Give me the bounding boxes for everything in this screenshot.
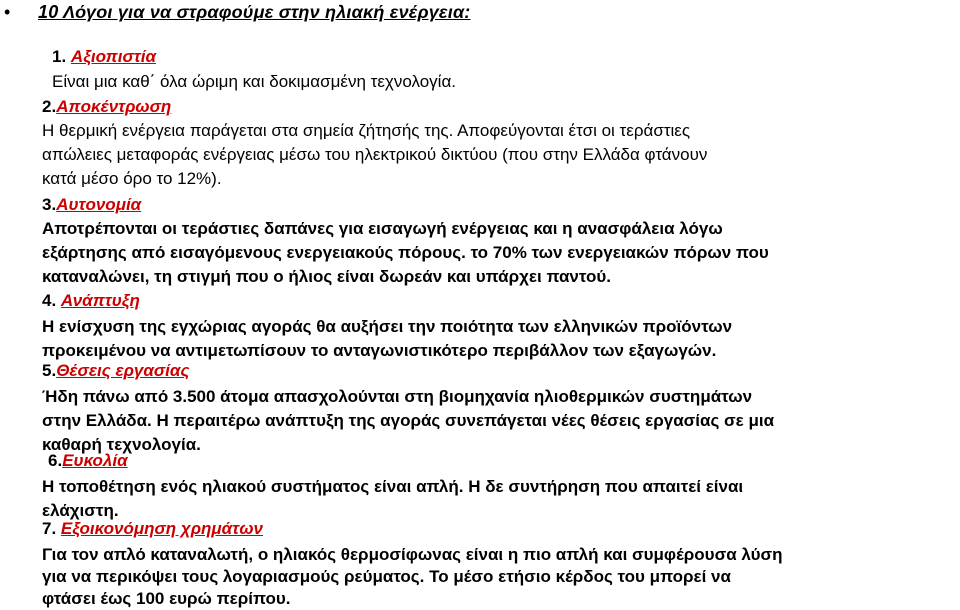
section-1-heading	[52, 46, 156, 68]
section-2-line-2: απώλειες μεταφοράς ενέργειας μέσω του ηλεκτρικού δικτύου (που στην Ελλάδα φτάνουν	[42, 145, 708, 164]
section-5-line-1: Ήδη πάνω από 3.500 άτομα απασχολούνται στη βιομηχανία ηλιοθερμικών συστημάτων	[42, 387, 753, 406]
section-2-line-1: Η θερμική ενέργεια παράγεται στα σημεία ζήτησής της. Αποφεύγονται έτσι οι τεράστιες	[42, 121, 691, 140]
section-7-line-1: Για τον απλό καταναλωτή, ο ηλιακός θερμοσίφωνας είναι η πιο απλή και συμφέρουσα λύση	[42, 545, 783, 564]
section-name: Θέσεις εργασίας	[56, 361, 190, 380]
section-5-heading	[42, 360, 189, 382]
section-6-line-2: ελάχιστη.	[42, 501, 119, 520]
section-7-heading	[42, 518, 263, 540]
section-4-heading	[42, 290, 140, 312]
section-7-line-3: φτάσει έως 100 ευρώ περίπου.	[42, 589, 291, 608]
section-number: 4.	[42, 291, 57, 310]
section-4-line-2: προκειμένου να αντιμετωπίσουν το ανταγωνιστικότερο περιβάλλον των εξαγωγών.	[42, 341, 717, 360]
section-number: 2.	[42, 97, 57, 116]
section-name: Αποκέντρωση	[56, 97, 172, 116]
section-2-heading	[42, 96, 171, 118]
section-3-heading	[42, 194, 141, 216]
section-number: 5.	[42, 361, 57, 380]
section-5-line-3: καθαρή τεχνολογία.	[42, 435, 201, 454]
section-number: 1.	[52, 47, 67, 66]
section-name: Ανάπτυξη	[60, 291, 140, 310]
section-number: 3.	[42, 195, 57, 214]
section-name: Ευκολία	[62, 451, 128, 470]
section-name: Αυτονομία	[56, 195, 142, 214]
section-6-heading	[48, 450, 128, 472]
bullet-marker: •	[4, 2, 11, 22]
section-4-line-1: Η ενίσχυση της εγχώριας αγοράς θα αυξήσει την ποιότητα των ελληνικών προϊόντων	[42, 317, 733, 336]
section-2-line-3: κατά μέσο όρο το 12%).	[42, 169, 222, 188]
section-1-line-1: Είναι μια καθ΄ όλα ώριμη και δοκιμασμένη τεχνολογία.	[52, 72, 456, 91]
section-5-line-2: στην Ελλάδα. Η περαιτέρω ανάπτυξη της αγοράς συνεπάγεται νέες θέσεις εργασίας σε μια	[42, 411, 775, 430]
section-3-line-1: Αποτρέπονται οι τεράστιες δαπάνες για εισαγωγή ενέργειας και η ανασφάλεια λόγω	[42, 219, 723, 238]
section-number: 7.	[42, 519, 57, 538]
section-7-line-2: για να περικόψει τους λογαριασμούς ρεύματος. Το μέσο ετήσιο κέρδος του μπορεί να	[42, 567, 731, 586]
section-number: 6.	[48, 451, 63, 470]
section-3-line-3: καταναλώνει, τη στιγμή που ο ήλιος είναι δωρεάν και υπάρχει παντού.	[42, 267, 612, 286]
section-6-line-1: Η τοποθέτηση ενός ηλιακού συστήματος είναι απλή. Η δε συντήρηση που απαιτεί είναι	[42, 477, 744, 496]
section-name: Εξοικονόμηση χρημάτων	[60, 519, 263, 538]
slide-title: 10 Λόγοι για να στραφούμε στην ηλιακή ενέργεια:	[38, 2, 471, 22]
section-3-line-2: εξάρτησης από εισαγόμενους ενεργειακούς πόρους. το 70% των ενεργειακών πόρων που	[42, 243, 769, 262]
section-name: Αξιοπιστία	[70, 47, 156, 66]
